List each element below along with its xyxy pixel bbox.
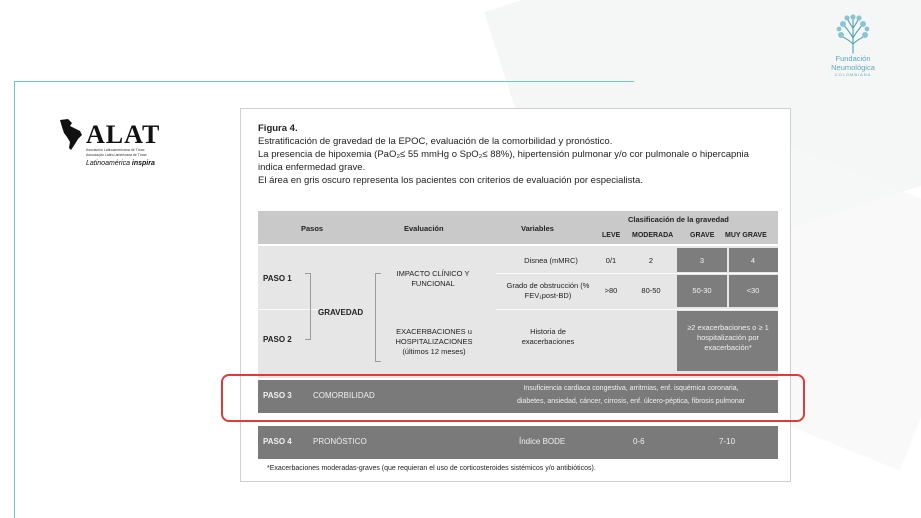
paso-3-text-line2: diabetes, ansiedad, cáncer, cirrosis, enf. úlcero-péptica, fibrosis pulmonar bbox=[516, 398, 745, 405]
header-level-muy-grave: MUY GRAVE bbox=[725, 232, 767, 239]
fundacion-neumologica-logo bbox=[818, 14, 888, 88]
fn-line1: Fundación bbox=[835, 54, 871, 63]
paso-3-name: COMORBILIDAD bbox=[313, 391, 375, 400]
bracket-right bbox=[375, 273, 381, 362]
value-obstruccion-leve: >80 bbox=[604, 286, 618, 295]
decorative-line bbox=[14, 81, 634, 82]
highlight-box bbox=[221, 374, 805, 422]
fn-line3: COLOMBIANA bbox=[834, 72, 872, 77]
paso-4-indice: Índice BODE bbox=[519, 437, 566, 446]
row-divider bbox=[496, 309, 778, 310]
figure-caption-line: El área en gris oscuro representa los pacientes con criterios de evaluación por especialista. bbox=[258, 175, 643, 186]
step-paso-1: PASO 1 bbox=[263, 274, 292, 283]
value-disnea-muy-grave: 4 bbox=[750, 256, 756, 265]
figure-caption-line: La presencia de hipoxemia (PaO₂≤ 55 mmHg o SpO₂≤ 88%), hipertensión pulmonar y/o cor pulmonale o hipercapnia bbox=[258, 149, 749, 160]
variable-historia: Historia de exacerbaciones bbox=[521, 327, 575, 346]
header-level-leve: LEVE bbox=[602, 232, 621, 239]
figure-title: Figura 4. bbox=[258, 123, 298, 134]
paso-4-name: PRONÓSTICO bbox=[313, 437, 367, 446]
step-gravedad: GRAVEDAD bbox=[318, 308, 364, 317]
value-obstruccion-grave: 50-30 bbox=[692, 286, 712, 295]
bracket-left bbox=[305, 273, 311, 340]
value-obstruccion-muy-grave: <30 bbox=[746, 286, 760, 295]
value-disnea-leve: 0/1 bbox=[605, 256, 617, 265]
decorative-line bbox=[14, 81, 15, 518]
header-pasos: Pasos bbox=[301, 224, 324, 233]
header-evaluacion: Evaluación bbox=[404, 224, 444, 233]
latin-america-map-icon bbox=[58, 118, 84, 152]
figure-caption-line: indica enfermedad grave. bbox=[258, 162, 366, 173]
figure-caption-line: Estratificación de gravedad de la EPOC, evaluación de la comorbilidad y pronóstico. bbox=[258, 136, 613, 147]
paso-4-range-2: 7-10 bbox=[719, 437, 736, 446]
value-disnea-moderada: 2 bbox=[648, 256, 654, 265]
paso-3-text-line1: Insuficiencia cardiaca congestiva, arritmias, enf. isquémica coronaria, bbox=[523, 385, 739, 392]
variable-disnea: Disnea (mMRC) bbox=[524, 256, 578, 265]
header-level-grave: GRAVE bbox=[690, 232, 715, 239]
variable-obstruccion: Grado de obstrucción (% FEV₁post-BD) bbox=[506, 281, 590, 300]
header-clasificacion: Clasificación de la gravedad bbox=[628, 215, 729, 224]
header-variables: Variables bbox=[521, 224, 554, 233]
eval-exacerbaciones: EXACERBACIONES u HOSPITALIZACIONES (últimos 12 meses) bbox=[395, 327, 473, 356]
tree-icon bbox=[835, 14, 871, 54]
alat-subtitle: Asociación Latinoamericana de Tórax Associação Latino-americana de Tórax bbox=[86, 148, 147, 157]
paso-4-label: PASO 4 bbox=[263, 437, 292, 446]
alat-logo bbox=[50, 104, 206, 186]
value-disnea-grave: 3 bbox=[699, 256, 705, 265]
header-level-moderada: MODERADA bbox=[632, 232, 674, 239]
alat-tagline: Latinoamérica inspira bbox=[86, 160, 155, 167]
figure-footnote: *Exacerbaciones moderadas-graves (que requieran el uso de corticosteroides sistémicos y/o antibióticos). bbox=[267, 465, 596, 472]
paso-4-range-1: 0-6 bbox=[633, 437, 645, 446]
paso-3-label: PASO 3 bbox=[263, 391, 292, 400]
fn-line2: Neumológica bbox=[831, 63, 875, 72]
alat-brand: ALAT bbox=[86, 120, 161, 149]
row-divider bbox=[496, 273, 778, 274]
figure-panel bbox=[240, 108, 791, 482]
value-historia-grave: ≥2 exacerbaciones o ≥ 1 hospitalización por exacerbación* bbox=[687, 323, 769, 352]
value-obstruccion-moderada: 80-50 bbox=[641, 286, 661, 295]
eval-impacto: IMPACTO CLÍNICO Y FUNCIONAL bbox=[396, 269, 470, 288]
step-paso-2: PASO 2 bbox=[263, 335, 292, 344]
